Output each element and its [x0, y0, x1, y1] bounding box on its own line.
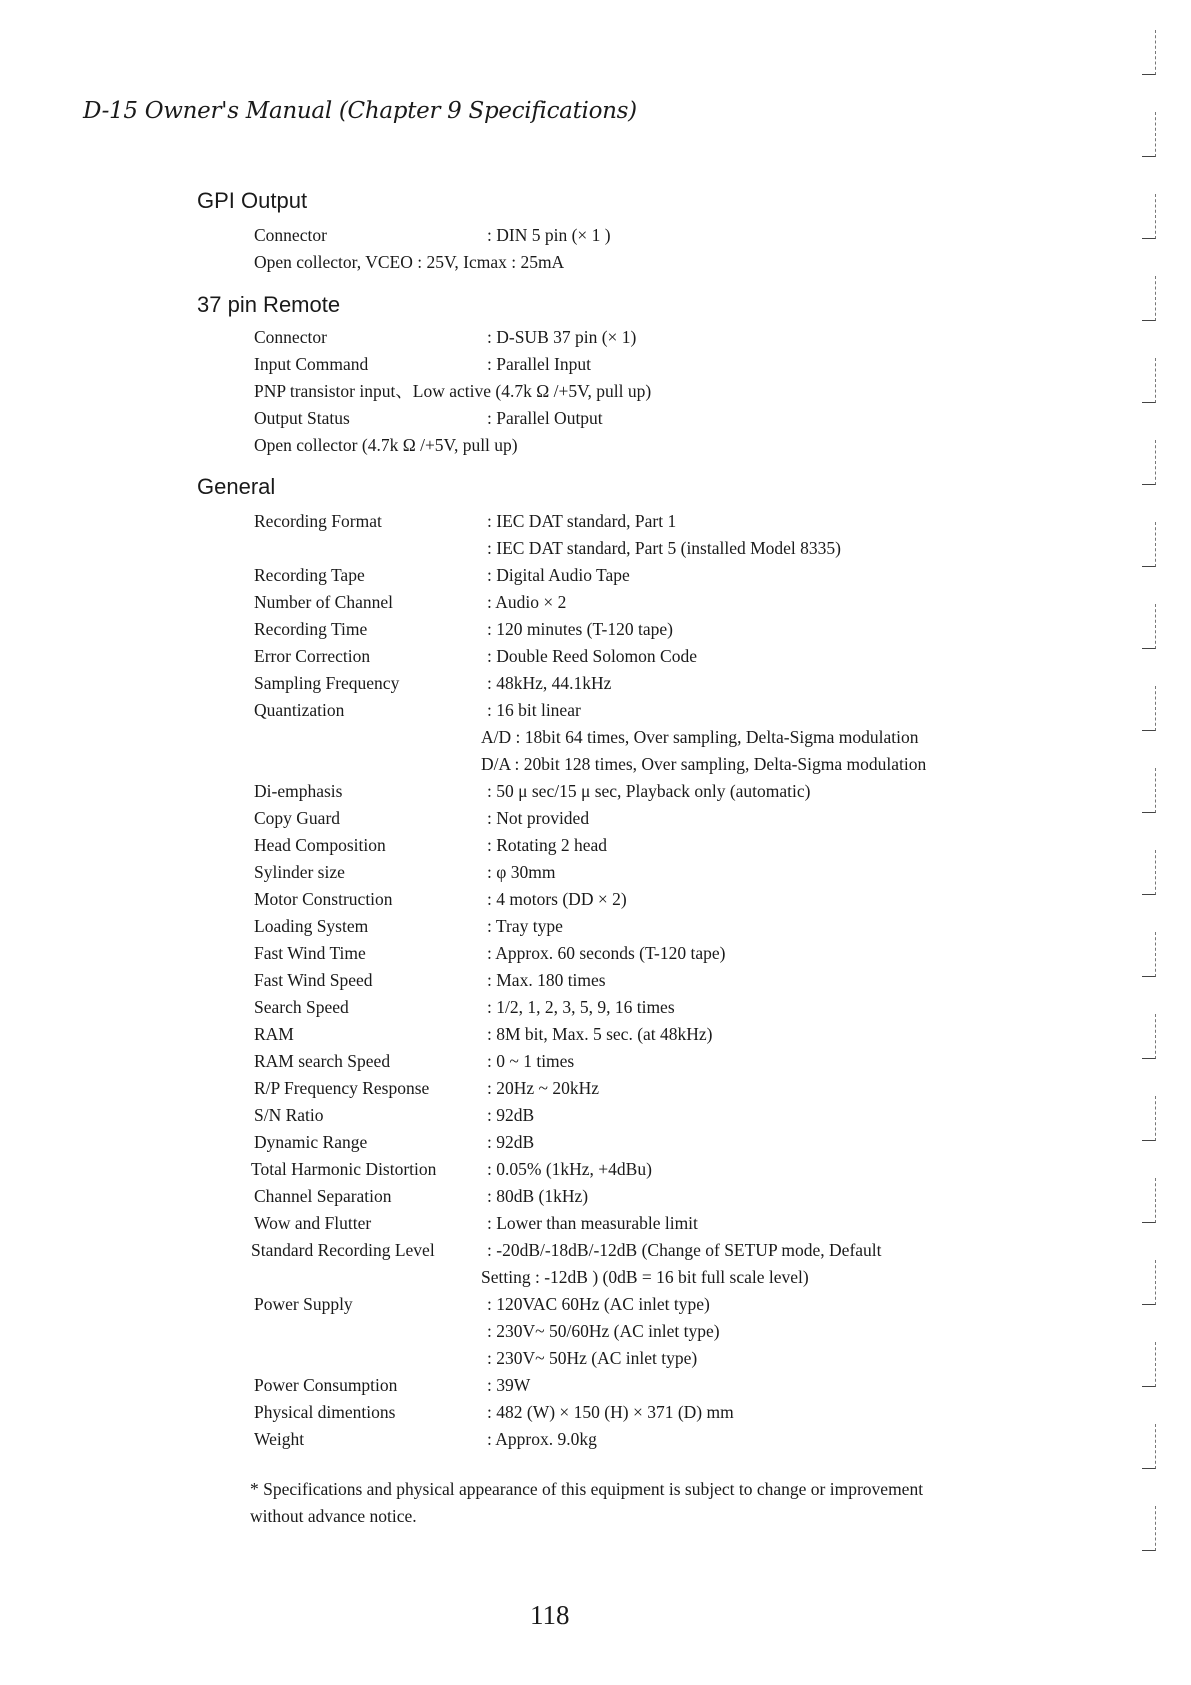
spec-line: PNP transistor input、Low active (4.7k Ω /+5V, pull up)	[254, 381, 652, 401]
spec-label: R/P Frequency Response	[254, 1078, 430, 1098]
spec-value: : IEC DAT standard, Part 1	[487, 511, 677, 531]
binding-mark	[1142, 1506, 1156, 1551]
spec-value: : 1/2, 1, 2, 3, 5, 9, 16 times	[487, 997, 675, 1017]
spec-value: : 230V~ 50/60Hz (AC inlet type)	[487, 1321, 720, 1341]
spec-continuation: Setting : -12dB ) (0dB = 16 bit full scale level)	[481, 1267, 809, 1287]
spec-value: : IEC DAT standard, Part 5 (installed Model 8335)	[487, 538, 841, 558]
spec-value: : 230V~ 50Hz (AC inlet type)	[487, 1348, 698, 1368]
spec-value: : φ 30mm	[487, 862, 556, 882]
spec-label: Sylinder size	[254, 862, 345, 882]
spec-value: : 39W	[487, 1375, 531, 1395]
spec-value: : Tray type	[487, 916, 563, 936]
spec-label: Loading System	[254, 916, 369, 936]
spec-continuation: A/D : 18bit 64 times, Over sampling, Delta-Sigma modulation	[481, 727, 919, 747]
spec-value: : Parallel Input	[487, 354, 592, 374]
spec-label: Recording Format	[254, 511, 382, 531]
section-heading-general: General	[197, 474, 276, 499]
spec-label: Motor Construction	[254, 889, 393, 909]
spec-value: : 0.05% (1kHz, +4dBu)	[487, 1159, 652, 1179]
binding-mark	[1142, 276, 1156, 321]
spec-label: Power Supply	[254, 1294, 353, 1314]
spec-label: Search Speed	[254, 997, 349, 1017]
spec-value: : 16 bit linear	[487, 700, 581, 720]
spec-label: Output Status	[254, 408, 350, 428]
spec-label: Error Correction	[254, 646, 371, 666]
binding-mark	[1142, 768, 1156, 813]
section-heading-gpi-output: GPI Output	[197, 188, 308, 213]
spec-label: Connector	[254, 327, 327, 347]
spec-label: Sampling Frequency	[254, 673, 400, 693]
spec-label: RAM search Speed	[254, 1051, 391, 1071]
binding-mark	[1142, 1424, 1156, 1469]
spec-value: : 482 (W) × 150 (H) × 371 (D) mm	[487, 1402, 734, 1422]
page-number: 118	[530, 1600, 570, 1630]
binding-edge-marks	[1142, 30, 1162, 1588]
spec-value: : 120VAC 60Hz (AC inlet type)	[487, 1294, 710, 1314]
spec-value: : 80dB (1kHz)	[487, 1186, 589, 1206]
binding-mark	[1142, 1096, 1156, 1141]
spec-value: : 92dB	[487, 1132, 535, 1152]
spec-label: Number of Channel	[254, 592, 393, 612]
spec-label: Input Command	[254, 354, 369, 374]
spec-label: Recording Time	[254, 619, 368, 639]
spec-label: S/N Ratio	[254, 1105, 324, 1125]
spec-continuation: D/A : 20bit 128 times, Over sampling, Delta-Sigma modulation	[481, 754, 927, 774]
spec-value: : 48kHz, 44.1kHz	[487, 673, 612, 693]
binding-mark	[1142, 358, 1156, 403]
spec-label: Head Composition	[254, 835, 386, 855]
binding-mark	[1142, 30, 1156, 75]
spec-label: Recording Tape	[254, 565, 365, 585]
spec-label: Weight	[254, 1429, 305, 1449]
spec-line: Open collector, VCEO : 25V, Icmax : 25mA	[254, 252, 565, 272]
spec-label: Dynamic Range	[254, 1132, 368, 1152]
spec-label: Channel Separation	[254, 1186, 392, 1206]
section-heading-37-pin-remote: 37 pin Remote	[197, 292, 341, 317]
binding-mark	[1142, 1014, 1156, 1059]
binding-mark	[1142, 850, 1156, 895]
spec-value: : 0 ~ 1 times	[487, 1051, 575, 1071]
spec-value: : Max. 180 times	[487, 970, 606, 990]
binding-mark	[1142, 1178, 1156, 1223]
spec-label: RAM	[254, 1024, 294, 1044]
spec-value: : Approx. 60 seconds (T-120 tape)	[487, 943, 726, 963]
binding-mark	[1142, 112, 1156, 157]
spec-label: Power Consumption	[254, 1375, 398, 1395]
spec-line: Open collector (4.7k Ω /+5V, pull up)	[254, 435, 518, 455]
spec-label: Connector	[254, 225, 327, 245]
spec-value: : 120 minutes (T-120 tape)	[487, 619, 673, 639]
spec-value: : Digital Audio Tape	[487, 565, 630, 585]
spec-value: : 8M bit, Max. 5 sec. (at 48kHz)	[487, 1024, 713, 1044]
spec-value: : 50 μ sec/15 μ sec, Playback only (automatic)	[487, 781, 811, 801]
spec-label: Di-emphasis	[254, 781, 343, 801]
binding-mark	[1142, 522, 1156, 567]
spec-value: : Rotating 2 head	[487, 835, 608, 855]
spec-value: : Approx. 9.0kg	[487, 1429, 597, 1449]
spec-label: Wow and Flutter	[254, 1213, 372, 1233]
binding-mark	[1142, 686, 1156, 731]
spec-value: : -20dB/-18dB/-12dB (Change of SETUP mode, Default	[487, 1240, 882, 1260]
spec-value: : 92dB	[487, 1105, 535, 1125]
binding-mark	[1142, 932, 1156, 977]
spec-label: Fast Wind Time	[254, 943, 366, 963]
binding-mark	[1142, 1260, 1156, 1305]
spec-label: Copy Guard	[254, 808, 341, 828]
spec-value: : 4 motors (DD × 2)	[487, 889, 627, 909]
spec-value: : Parallel Output	[487, 408, 603, 428]
spec-label: Fast Wind Speed	[254, 970, 373, 990]
spec-value: : 20Hz ~ 20kHz	[487, 1078, 600, 1098]
binding-mark	[1142, 1342, 1156, 1387]
spec-label: Physical dimentions	[254, 1402, 396, 1422]
footnote: * Specifications and physical appearance of this equipment is subject to change or improvement without advance notice.	[250, 1479, 924, 1526]
spec-label: Total Harmonic Distortion	[251, 1159, 437, 1179]
spec-value: : Double Reed Solomon Code	[487, 646, 697, 666]
spec-label: Quantization	[254, 700, 345, 720]
spec-value: : D-SUB 37 pin (× 1)	[487, 327, 637, 347]
binding-mark	[1142, 194, 1156, 239]
spec-value: : Lower than measurable limit	[487, 1213, 698, 1233]
spec-value: : Not provided	[487, 808, 590, 828]
binding-mark	[1142, 604, 1156, 649]
spec-value: : DIN 5 pin (× 1 )	[487, 225, 611, 245]
spec-label: Standard Recording Level	[251, 1240, 435, 1260]
spec-value: : Audio × 2	[487, 592, 567, 612]
binding-mark	[1142, 440, 1156, 485]
page-header: D-15 Owner's Manual (Chapter 9 Specifications)	[83, 98, 637, 124]
